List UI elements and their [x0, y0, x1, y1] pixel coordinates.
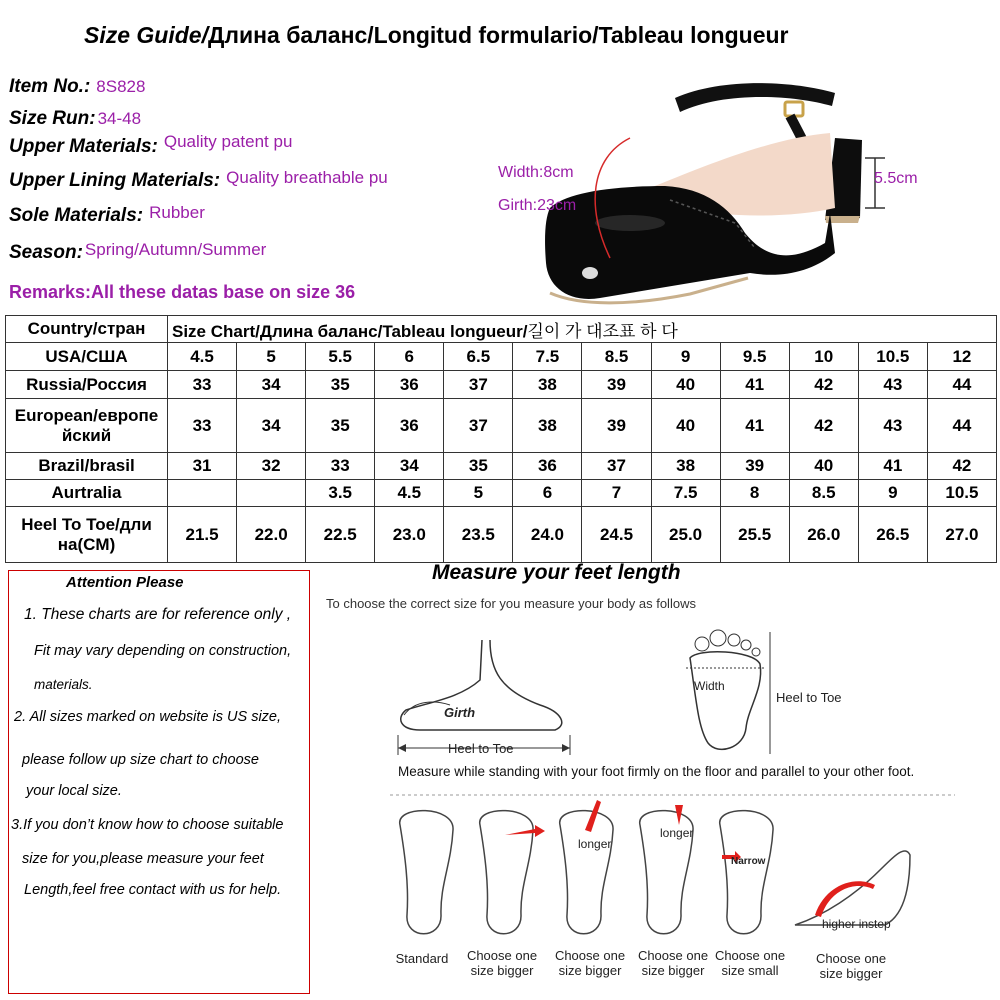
- table-cell: 7.5: [651, 480, 720, 507]
- table-cell: 39: [582, 399, 651, 453]
- remarks: Remarks:All these datas base on size 36: [9, 282, 356, 302]
- table-cell: 36: [513, 453, 582, 480]
- annot-longer-1: longer: [578, 837, 612, 851]
- info-size-run: [9, 108, 141, 130]
- table-cell: 5.5: [306, 343, 375, 371]
- attention-line: please follow up size chart to choose: [22, 752, 259, 768]
- table-cell: 44: [927, 371, 996, 399]
- info-label: Sole Materials:: [9, 205, 144, 226]
- table-cell: 6: [375, 343, 444, 371]
- girth-label: Girth: [444, 705, 476, 720]
- table-cell: 8: [720, 480, 789, 507]
- table-cell: 42: [789, 399, 858, 453]
- foot-label: Choose one size bigger: [637, 948, 709, 978]
- table-cell: 40: [789, 453, 858, 480]
- info-label: Size Run:: [9, 108, 96, 129]
- info-season: [9, 242, 266, 264]
- table-cell: 25.0: [651, 507, 720, 563]
- measure-note: Measure while standing with your foot firmly on the floor and parallel to your other foot.: [398, 764, 915, 779]
- info-label: Item No.:: [9, 76, 91, 97]
- table-cell: 31: [168, 453, 237, 480]
- annot-instep: higher instep: [822, 917, 891, 931]
- info-value: Quality breathable pu: [226, 168, 388, 187]
- attention-box: [8, 570, 310, 994]
- table-cell: 34: [237, 371, 306, 399]
- table-cell: 41: [720, 371, 789, 399]
- table-cell: 44: [927, 399, 996, 453]
- table-cell: 26.0: [789, 507, 858, 563]
- table-cell: 6: [513, 480, 582, 507]
- title-part-2: Длина баланс/Longitud formulario/Tableau longueur: [207, 22, 789, 48]
- title-part-1: Size Guide/: [84, 22, 208, 48]
- attention-line: Fit may vary depending on construction,: [34, 643, 292, 659]
- table-cell: 32: [237, 453, 306, 480]
- shoe-image: [490, 58, 1000, 314]
- table-row: [6, 453, 997, 480]
- table-header-label: Country/стран: [6, 316, 168, 343]
- foot-label: Choose one size bigger: [554, 948, 626, 978]
- annot-narrow: Narrow: [731, 856, 766, 867]
- table-header-chart-text: Size Chart/Длина баланс/Tableau longueur/: [172, 321, 528, 341]
- table-cell: [237, 480, 306, 507]
- row-label: Aurtralia: [6, 480, 168, 507]
- shoe-girth: Girth:23cm: [498, 197, 577, 214]
- table-cell: 8.5: [789, 480, 858, 507]
- table-cell: 38: [513, 399, 582, 453]
- table-cell: 5: [444, 480, 513, 507]
- table-cell: 24.5: [582, 507, 651, 563]
- table-cell: 36: [375, 371, 444, 399]
- shoe-width: Width:8cm: [498, 164, 574, 181]
- page-title: [84, 22, 789, 49]
- table-cell: 26.5: [858, 507, 927, 563]
- info-label: Upper Materials:: [9, 136, 158, 157]
- table-cell: 40: [651, 371, 720, 399]
- foot-label: Choose one size bigger: [466, 948, 538, 978]
- table-cell: 42: [789, 371, 858, 399]
- table-cell: 39: [582, 371, 651, 399]
- attention-line: materials.: [34, 677, 93, 692]
- table-cell: 9: [858, 480, 927, 507]
- table-header-row: [6, 316, 997, 343]
- measure-title: Measure your feet length: [432, 561, 681, 584]
- table-cell: 37: [444, 371, 513, 399]
- table-cell: 35: [306, 399, 375, 453]
- table-cell: 43: [858, 399, 927, 453]
- table-cell: 7.5: [513, 343, 582, 371]
- info-label: Season:: [9, 242, 83, 263]
- table-cell: 12: [927, 343, 996, 371]
- table-cell: 43: [858, 371, 927, 399]
- table-cell: 38: [513, 371, 582, 399]
- table-cell: 35: [306, 371, 375, 399]
- table-header-korean: 길이 가 대조표 하 다: [527, 321, 678, 341]
- table-row: [6, 399, 997, 453]
- heel-to-toe-label: Heel to Toe: [448, 741, 514, 756]
- info-value: 8S828: [96, 77, 146, 96]
- table-cell: 41: [858, 453, 927, 480]
- attention-line: your local size.: [26, 783, 122, 799]
- table-row: [6, 480, 997, 507]
- size-chart-table: [5, 315, 997, 563]
- attention-line: 3.If you don’t know how to choose suitable: [11, 817, 284, 833]
- info-label: Upper Lining Materials:: [9, 170, 221, 191]
- table-cell: 3.5: [306, 480, 375, 507]
- attention-line: Length,feel free contact with us for help.: [24, 882, 282, 898]
- heel-to-toe-side-label: Heel to Toe: [776, 690, 842, 705]
- table-cell: 33: [306, 453, 375, 480]
- table-cell: 38: [651, 453, 720, 480]
- info-value: Spring/Autumn/Summer: [84, 240, 267, 259]
- shoe-heel-height: 5.5cm: [874, 170, 918, 187]
- table-cell: 4.5: [168, 343, 237, 371]
- table-cell: 37: [444, 399, 513, 453]
- row-label: USA/США: [6, 343, 168, 371]
- foot-label: Choose one size bigger: [815, 951, 887, 981]
- info-item-no: [9, 76, 145, 98]
- table-cell: 23.0: [375, 507, 444, 563]
- table-cell: 9.5: [720, 343, 789, 371]
- table-cell: 6.5: [444, 343, 513, 371]
- table-cell: 35: [444, 453, 513, 480]
- top-foot-diagram: [678, 628, 788, 758]
- table-cell: 9: [651, 343, 720, 371]
- attention-line: 1. These charts are for reference only ,: [24, 606, 292, 623]
- info-upper-lining: [9, 170, 388, 192]
- annot-longer-2: longer: [660, 826, 694, 840]
- table-cell: 22.0: [237, 507, 306, 563]
- table-cell: 23.5: [444, 507, 513, 563]
- table-cell: 4.5: [375, 480, 444, 507]
- table-cell: 10.5: [927, 480, 996, 507]
- table-cell: 33: [168, 399, 237, 453]
- info-upper-materials: [9, 132, 293, 158]
- info-value: 34-48: [97, 109, 142, 128]
- table-cell: [168, 480, 237, 507]
- table-row: [6, 371, 997, 399]
- row-label: Heel To Toe/дли на(CM): [6, 507, 168, 563]
- table-cell: 39: [720, 453, 789, 480]
- table-cell: 24.0: [513, 507, 582, 563]
- table-cell: 7: [582, 480, 651, 507]
- table-cell: 41: [720, 399, 789, 453]
- table-cell: 5: [237, 343, 306, 371]
- table-cell: 21.5: [168, 507, 237, 563]
- table-header-chart: [168, 316, 997, 343]
- table-cell: 27.0: [927, 507, 996, 563]
- table-cell: 10: [789, 343, 858, 371]
- measure-subtitle: To choose the correct size for you measure your body as follows: [326, 596, 696, 611]
- table-cell: 42: [927, 453, 996, 480]
- width-label: Width: [694, 679, 725, 693]
- table-row: [6, 343, 997, 371]
- table-cell: 36: [375, 399, 444, 453]
- table-cell: 8.5: [582, 343, 651, 371]
- info-value: Rubber: [149, 203, 205, 222]
- table-cell: 10.5: [858, 343, 927, 371]
- attention-line: 2. All sizes marked on website is US size,: [14, 709, 282, 725]
- table-cell: 33: [168, 371, 237, 399]
- table-cell: 34: [375, 453, 444, 480]
- row-label: European/европе йский: [6, 399, 168, 453]
- foot-label-standard: Standard: [395, 951, 449, 966]
- info-value: Quality patent pu: [163, 132, 293, 151]
- attention-title: Attention Please: [66, 574, 184, 591]
- info-sole-materials: [9, 205, 205, 227]
- row-label: Russia/Россия: [6, 371, 168, 399]
- table-cell: 22.5: [306, 507, 375, 563]
- attention-line: size for you,please measure your feet: [22, 851, 264, 867]
- table-row: [6, 507, 997, 563]
- foot-label: Choose one size small: [714, 948, 786, 978]
- table-cell: 25.5: [720, 507, 789, 563]
- row-label: Brazil/brasil: [6, 453, 168, 480]
- table-cell: 40: [651, 399, 720, 453]
- table-cell: 34: [237, 399, 306, 453]
- table-cell: 37: [582, 453, 651, 480]
